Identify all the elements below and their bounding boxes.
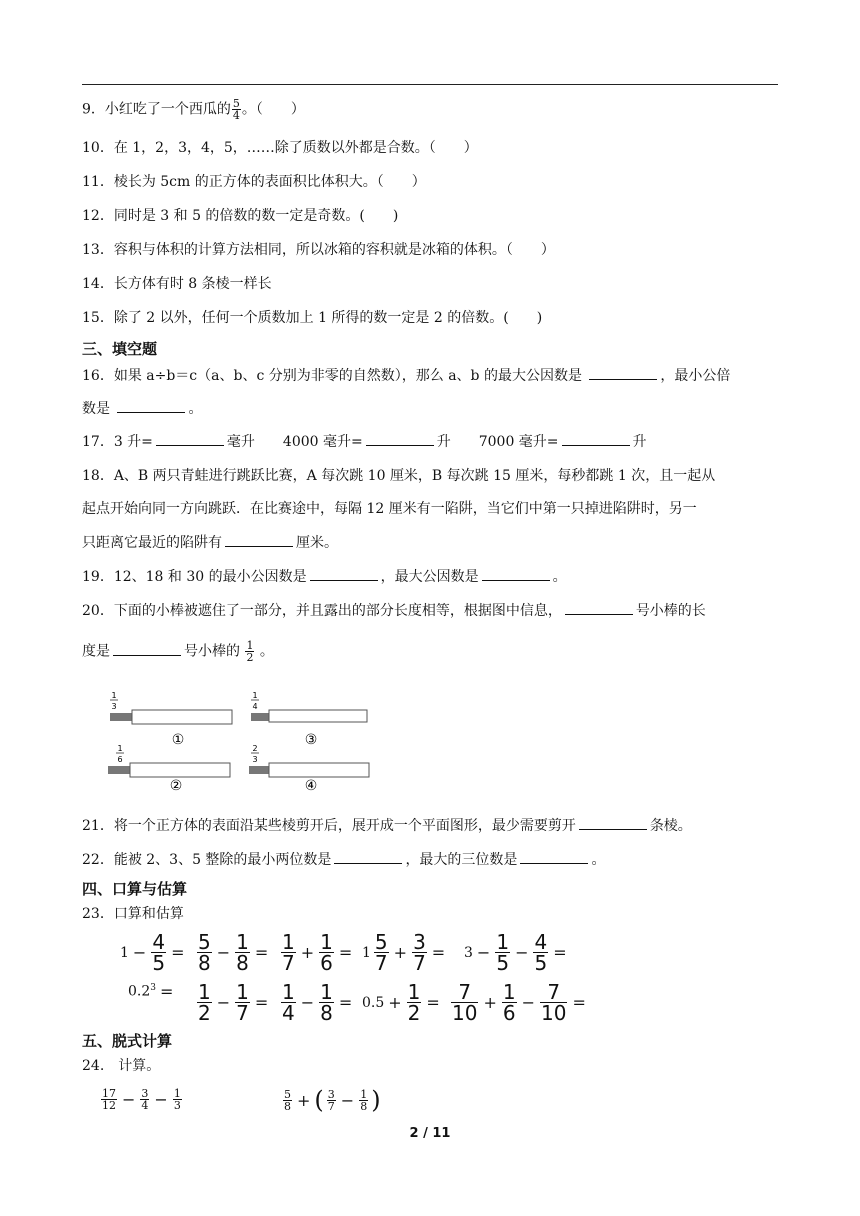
question-16-line1: 16．如果 a÷b＝c（a、b、c 分别为非零的自然数），那么 a、b 的最大公因数是 ，最小公倍 (82, 365, 730, 386)
expression-9: 0.5 + $\frac{1}{2}$ = (362, 980, 440, 1025)
fraction: $\frac{5}{4}$ (232, 97, 240, 122)
answer-blank[interactable] (366, 431, 434, 446)
answer-blank[interactable] (225, 532, 293, 547)
sticks-figure (100, 686, 380, 798)
expression-8: $\frac{1}{4}$ − $\frac{1}{8}$ = (282, 980, 353, 1025)
question-19: 19．12、18 和 30 的最小公因数是 ，最大公因数是 。 (82, 566, 567, 587)
hidden-part (108, 766, 130, 774)
answer-blank[interactable] (482, 566, 550, 581)
hidden-part (249, 766, 269, 774)
answer-blank[interactable] (113, 641, 181, 656)
svg-text:2: 2 (252, 744, 258, 753)
stick-2 (108, 744, 230, 794)
answer-blank[interactable] (117, 398, 185, 413)
svg-text:1: 1 (111, 691, 117, 700)
visible-part (269, 763, 369, 777)
answer-blank[interactable] (565, 600, 633, 615)
answer-blank[interactable] (156, 431, 224, 446)
answer-blank[interactable] (520, 849, 588, 864)
expression-10: $\frac{7}{10}$ + $\frac{1}{6}$ − $\frac{7}{10}$ = (452, 980, 586, 1025)
expression-6: $0.2^3$ = (128, 982, 174, 1001)
svg-text:4: 4 (252, 702, 258, 711)
answer-blank[interactable] (562, 431, 630, 446)
hidden-part (251, 713, 269, 721)
question-20-line1: 20．下面的小棒被遮住了一部分，并且露出的部分长度相等，根据图中信息， 号小棒的长 (82, 600, 706, 621)
hidden-part (110, 713, 132, 721)
stick-3 (251, 691, 367, 748)
expression-2: $\frac{5}{8}$ − $\frac{1}{8}$ = (198, 930, 269, 975)
question-15: 15．除了 2 以外，任何一个质数加上 1 所得的数一定是 2 的倍数。( ) (82, 310, 543, 326)
calculation-2: $\frac{5}{8}$ + ( $\frac{3}{7}$ − $\frac{1}{8}$ ) (284, 1086, 381, 1114)
question-14: 14．长方体有时 8 条棱一样长 (82, 276, 272, 292)
answer-blank[interactable] (310, 566, 378, 581)
svg-text:1: 1 (117, 744, 123, 753)
svg-text:①: ① (171, 732, 185, 748)
question-11: 11．棱长为 5cm 的正方体的表面积比体积大。（ ） (82, 174, 426, 190)
question-13: 13．容积与体积的计算方法相同，所以冰箱的容积就是冰箱的体积。（ ） (82, 242, 555, 258)
question-10: 10．在 1，2，3，4，5，……除了质数以外都是合数。（ ） (82, 140, 478, 156)
stick-1 (110, 691, 232, 748)
question-18-line2: 起点开始向同一方向跳跃．在比赛途中，每隔 12 厘米有一陷阱，当它们中第一只掉进陷阱时，另一 (82, 501, 697, 517)
svg-text:3: 3 (111, 702, 117, 711)
visible-part (130, 763, 230, 777)
svg-text:6: 6 (117, 755, 123, 764)
question-9: 9．小红吃了一个西瓜的 $\frac{5}{4}$ 。（ ） (82, 97, 305, 122)
question-18-line3: 只距离它最近的陷阱有 厘米。 (82, 532, 338, 553)
question-23: 23．口算和估算 (82, 906, 184, 922)
question-17: 17．3 升= 毫升 4000 毫升= 升 7000 毫升= 升 (82, 431, 647, 452)
expression-4: 1 $\frac{5}{7}$ + $\frac{3}{7}$ = (362, 930, 446, 975)
section-title-calculation: 五、脱式计算 (82, 1032, 173, 1050)
answer-blank[interactable] (589, 365, 657, 380)
question-18-line1: 18．A、B 两只青蛙进行跳跃比赛，A 每次跳 10 厘米，B 每次跳 15 厘米，每秒都跳 1 次，且一起从 (82, 468, 716, 484)
calculation-1: $\frac{17}{12}$ − $\frac{3}{4}$ − $\frac{1}{3}$ (102, 1087, 181, 1112)
svg-text:1: 1 (252, 691, 258, 700)
expression-7: $\frac{1}{2}$ − $\frac{1}{7}$ = (198, 980, 269, 1025)
header-rule (82, 84, 778, 85)
question-12: 12．同时是 3 和 5 的倍数的数一定是奇数。( ) (82, 208, 399, 224)
svg-text:④: ④ (304, 778, 318, 794)
question-20-line2: 度是 号小棒的 $\frac{1}{2}$ 。 (82, 639, 274, 664)
visible-part (132, 710, 232, 724)
svg-text:③: ③ (304, 732, 318, 748)
question-16-line2: 数是 。 (82, 398, 202, 419)
fraction: $\frac{1}{2}$ (246, 639, 254, 664)
visible-part (269, 710, 367, 722)
svg-text:3: 3 (252, 755, 258, 764)
question-21: 21．将一个正方体的表面沿某些棱剪开后，展开成一个平面图形，最少需要剪开 条棱。 (82, 815, 692, 836)
section-title-fill-blank: 三、填空题 (82, 340, 158, 358)
question-24: 24. 计算。 (82, 1058, 161, 1074)
page-number: 2 / 11 (409, 1126, 451, 1141)
expression-3: $\frac{1}{7}$ + $\frac{1}{6}$ = (282, 930, 353, 975)
svg-text:②: ② (169, 778, 183, 794)
answer-blank[interactable] (334, 849, 402, 864)
stick-4 (249, 744, 369, 794)
expression-1: 1 − $\frac{4}{5}$ = (120, 930, 185, 975)
answer-blank[interactable] (579, 815, 647, 830)
question-22: 22．能被 2、3、5 整除的最小两位数是 ，最大的三位数是 。 (82, 849, 605, 870)
section-title-mental-math: 四、口算与估算 (82, 880, 188, 898)
expression-5: 3 − $\frac{1}{5}$ − $\frac{4}{5}$ = (464, 930, 567, 975)
